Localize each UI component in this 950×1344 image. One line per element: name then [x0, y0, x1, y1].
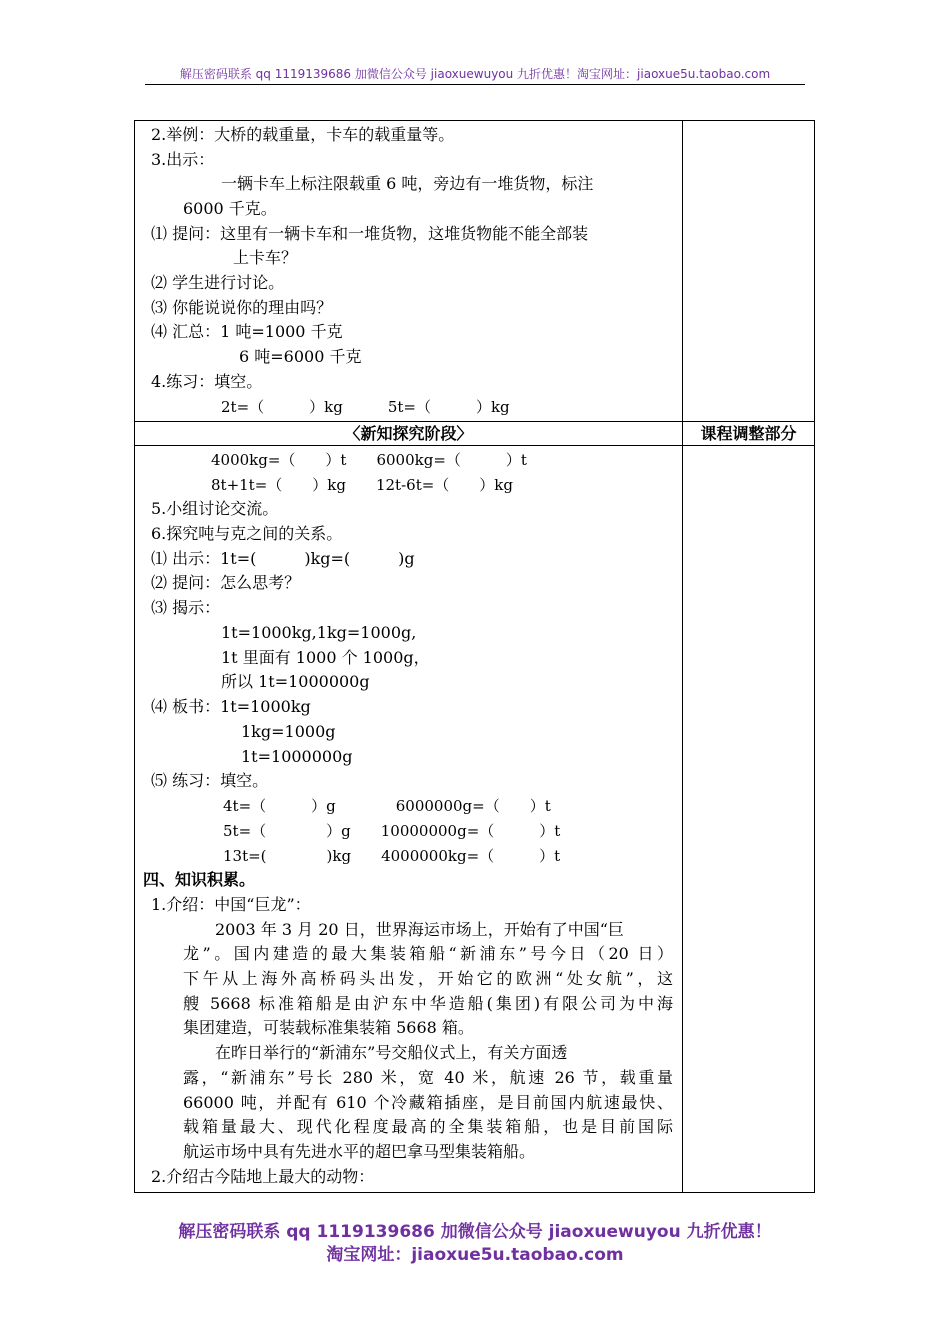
section-title: 〈新知探究阶段〉: [344, 424, 473, 443]
adjustment-column-title: 课程调整部分: [700, 424, 797, 443]
text-line: ⑵ 学生进行讨论。: [151, 273, 285, 292]
text-line: ⑴ 出示：1t=( )kg=( )g: [151, 549, 415, 568]
lesson-table: [134, 120, 815, 1193]
text-line: ⑸ 练习：填空。: [151, 771, 269, 790]
fill-blank-line: 13t=( )kg 4000000kg=（ ）t: [223, 847, 561, 865]
paragraph-line: 66000 吨，并配有 610 个冷藏箱插座，是目前国内航速最快、: [183, 1093, 673, 1112]
text-line: 一辆卡车上标注限载重 6 吨，旁边有一堆货物，标注: [221, 174, 594, 193]
section-heading: 四、知识积累。: [143, 870, 256, 889]
text-line: ⑴ 提问：这里有一辆卡车和一堆货物，这堆货物能不能全部装: [151, 224, 589, 243]
paragraph-line: 露，“新浦东”号长 280 米，宽 40 米，航速 26 节，载重量: [183, 1068, 673, 1087]
fill-blank-line: 8t+1t=（ ）kg 12t-6t=（ ）kg: [211, 476, 513, 494]
text-line: 1t 里面有 1000 个 1000g，: [221, 648, 430, 667]
paragraph-line: 龙”。国内建造的最大集装箱船“新浦东”号今日（20 日）: [183, 944, 673, 963]
header-banner: 解压密码联系 qq 1119139686 加微信公众号 jiaoxuewuyou 九折优惠！淘宝网址：jiaoxue5u.taobao.com: [179, 67, 771, 81]
text-line: 4.练习：填空。: [151, 372, 263, 391]
text-line: 上卡车？: [233, 248, 298, 267]
row-divider-bottom: [135, 445, 814, 446]
text-line: 3.出示：: [151, 150, 215, 169]
paragraph-line: 航运市场中具有先进水平的超巴拿马型集装箱船。: [183, 1142, 536, 1161]
paragraph-line: 载箱量最大、现代化程度最高的全集装箱船，也是目前国际: [183, 1117, 673, 1136]
paragraph-line: 2003 年 3 月 20 日，世界海运市场上，开始有了中国“巨: [215, 920, 624, 939]
text-line: 2.介绍古今陆地上最大的动物：: [151, 1167, 375, 1186]
fill-blank-line: 2t=（ ）kg 5t=（ ）kg: [221, 398, 510, 416]
paragraph-line: 集团建造，可装载标准集装箱 5668 箱。: [183, 1018, 474, 1037]
text-line: 1t=1000kg,1kg=1000g,: [221, 623, 417, 642]
text-line: ⑶ 揭示：: [151, 598, 221, 617]
text-line: 5.小组讨论交流。: [151, 499, 279, 518]
text-line: ⑷ 汇总：1 吨=1000 千克: [151, 322, 343, 341]
paragraph-line: 在昨日举行的“新浦东”号交船仪式上，有关方面透: [215, 1043, 568, 1062]
text-line: 2.举例：大桥的载重量，卡车的载重量等。: [151, 125, 455, 144]
text-line: 1t=1000000g: [241, 747, 353, 766]
header-rule: [145, 84, 805, 85]
footer-banner-line2: 淘宝网址：jiaoxue5u.taobao.com: [326, 1245, 624, 1265]
text-line: 6000 千克。: [183, 199, 277, 218]
column-divider: [682, 121, 683, 1192]
text-line: ⑷ 板书：1t=1000kg: [151, 697, 311, 716]
text-line: 1kg=1000g: [241, 722, 336, 741]
footer-banner-line1: 解压密码联系 qq 1119139686 加微信公众号 jiaoxuewuyou 九折优惠！: [178, 1222, 772, 1242]
text-line: ⑵ 提问：怎么思考？: [151, 573, 301, 592]
paragraph-line: 下午从上海外高桥码头出发，开始它的欧洲“处女航”，这: [183, 969, 673, 988]
fill-blank-line: 4000kg=（ ）t 6000kg=（ ）t: [211, 451, 527, 469]
text-line: 1.介绍：中国“巨龙”：: [151, 895, 311, 914]
paragraph-line: 艘 5668 标准箱船是由沪东中华造船(集团)有限公司为中海: [183, 994, 673, 1013]
text-line: ⑶ 你能说说你的理由吗？: [151, 298, 333, 317]
text-line: 6.探究吨与克之间的关系。: [151, 524, 343, 543]
text-line: 所以 1t=1000000g: [221, 672, 370, 691]
text-line: 6 吨=6000 千克: [239, 347, 362, 366]
fill-blank-line: 5t=（ ）g 10000000g=（ ）t: [223, 822, 561, 840]
fill-blank-line: 4t=（ ）g 6000000g=（ ）t: [223, 797, 551, 815]
